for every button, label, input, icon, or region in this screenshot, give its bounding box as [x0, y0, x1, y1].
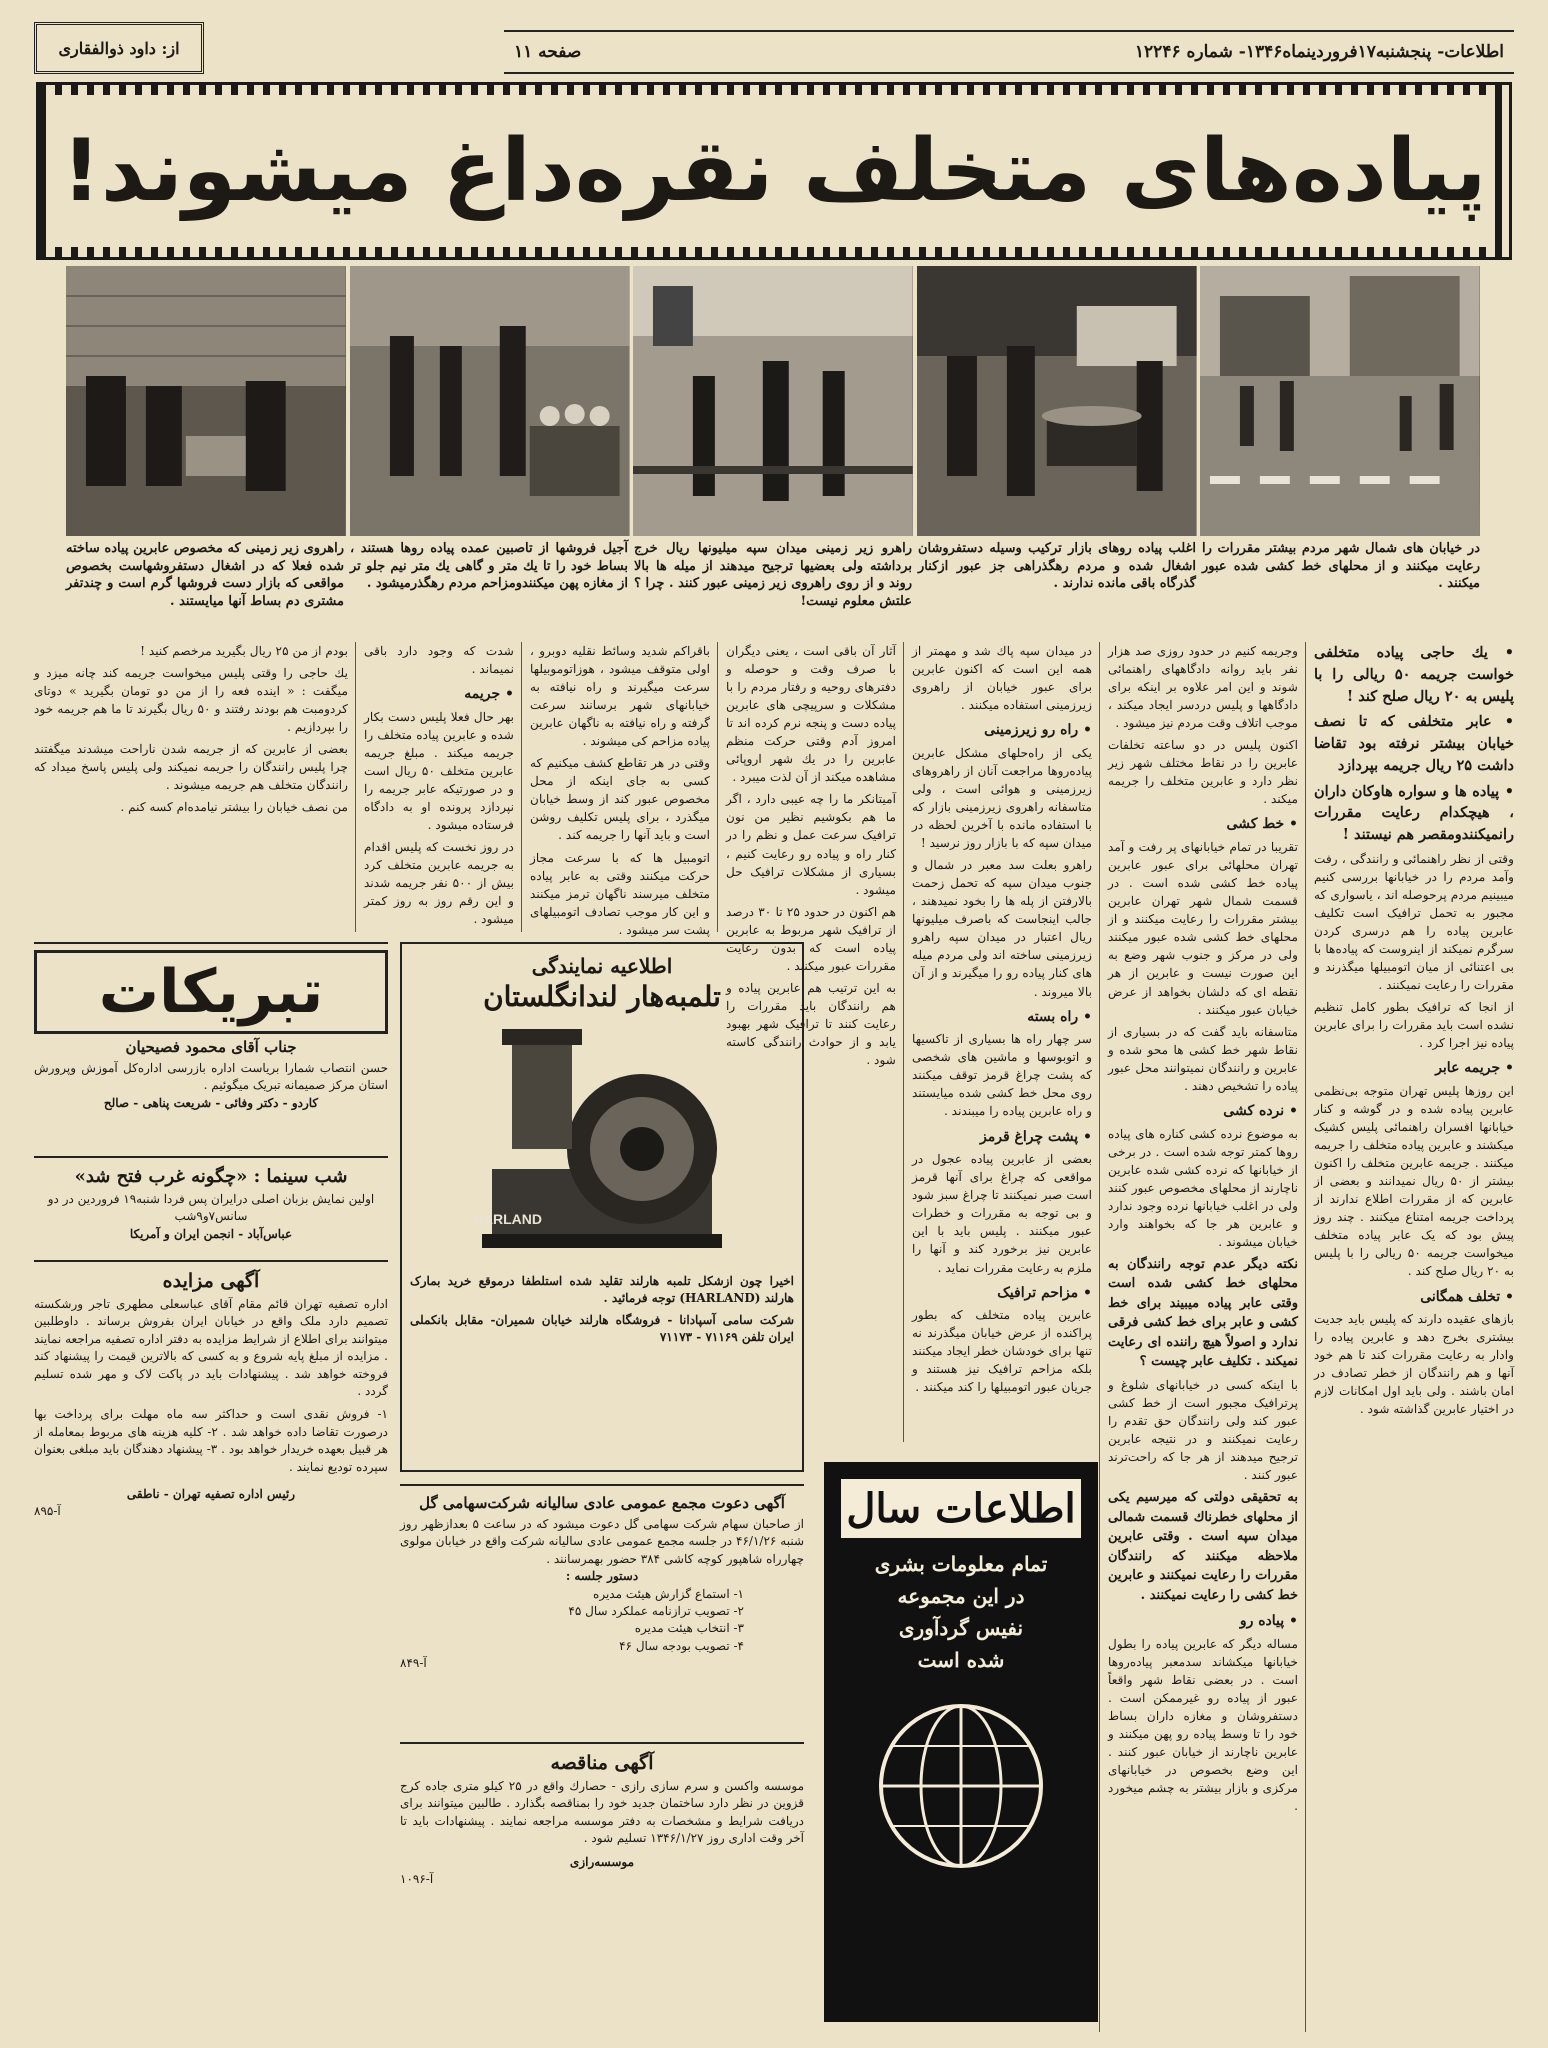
- paragraph: بازهای عقیده دارند که پلیس باید جدیت بیشتری بخرج دهد و عابرین پیاده را وادار به رعایت مقررات کند تا هم خود آنها و هم رانندگان از خطر تصادف در امان باشند . ولی باید اول امکانات لازم در اختیار عابرین گذاشته شود .: [1314, 1312, 1514, 1417]
- etelaat-year-line: در این مجموعه: [897, 1584, 1025, 1608]
- cinema-ad: [34, 1156, 388, 1256]
- etelaat-year-line: نفیس گردآوری: [898, 1616, 1024, 1640]
- paragraph: در میدان سپه پاك شد و مهمتر از همه این است که اکنون عابرین برای عبور خیابان از راهروی زیرزمینی استفاده میکنند .: [912, 644, 1092, 713]
- congratulations-ad: [34, 942, 388, 1152]
- column-rule: [355, 642, 356, 932]
- column-rule: [521, 642, 522, 932]
- photo-captions: [66, 540, 1480, 640]
- column-7: [34, 642, 348, 932]
- page-info-strip: [504, 30, 1514, 74]
- caption-3: راهرو زیر زمینی میدان سپه میلیونها ریال خرج برداشته ولی بعضیها ترجیح میدهند از میله ها بالا روند و از روی راهروی زیر زمینی عبور کنند . چرا ؟ علتش معلوم نیست!: [634, 541, 912, 609]
- page-info: اطلاعات- پنجشنبه۱۷فروردینماه۱۳۴۶- شماره ۱۲۲۴۶: [1134, 42, 1504, 62]
- paragraph: اکنون پلیس در دو ساعته تخلفات عابرین را در نقاط مختلف شهر زیر نظر دارد و عابرین متخلف را جریمه میکند .: [1108, 738, 1298, 807]
- column-rule: [1099, 642, 1100, 2032]
- congratulations-body: حسن انتصاب شمارا بریاست اداره بازرسی اداره‌کل آموزش وپرورش استان مرکز صمیمانه تبریک میگوئیم .: [34, 1061, 388, 1093]
- tender-code: آ-۱۰۹۶: [400, 1871, 434, 1886]
- paragraph: وقتی از نظر راهنمائی و رانندگی ، رفت وآمد مردم را در خیابانها بررسی کنیم میبینیم مردم پرحوصله اند ، یاسواری که مجبور به تحمل ترافیک است تکلیف عابرین پیاده را هم درسری کردن سرگرم نمیکند از اینروست که پیاده‌ها با بی اعتنائی از میان اتومبیلها میگذرند و مقررات را رعایت نمیکنند .: [1314, 851, 1514, 993]
- etelaat-year-title: اطلاعات سال: [841, 1479, 1081, 1538]
- assembly-agenda-item: ۱- استماع گزارش هیئت مدیره: [593, 1586, 744, 1601]
- column-rule: [903, 642, 904, 1442]
- paragraph: راهرو بعلت سد معبر در شمال و جنوب میدان سپه که تحمل زحمت بالارفتن از پله ها را بخود نمیدهند ، جالب اینجاست که باصرف میلیونها ریال اعتبار در میدان سپه راهرو زیرزمینی ساخته اند ولی مردم میله های کنار پیاده رو را میگیرند و از آن بالا میروند .: [912, 858, 1092, 999]
- page-number: صفحه ۱۱: [514, 42, 582, 62]
- paragraph: مساله دیگر که عابرین پیاده را بطول خیابانها میکشاند سدمعبر پیاده‌روها است . در بعضی نقاط شهر واقعاً عبور از پیاده رو غیرممکن است . دستفروشان و مغازه داران بساط خود را تا وسط پیاده رو پهن میکنند و عابرین ناچارند از خیابان عبور کنند . این وضع بخصوص در خیابانهای مرکزی و بازار بیشتر به چشم میخورد .: [1108, 1636, 1298, 1814]
- cinema-body: اولین نمایش بزبان اصلی درایران پس فردا شنبه۱۹ فروردین در دو سانس۷و۹شب: [47, 1192, 375, 1224]
- subheading: • جریمه عابر: [1435, 1060, 1514, 1077]
- paragraph: به این ترتیب هم عابرین پیاده و هم رانندگان باید مقررات را رعایت کنند تا ترافیک شهر بهبود یابد و از حوادث رانندگی کاسته شود .: [726, 980, 896, 1068]
- bold-paragraph: نکته دیگر عدم توجه رانندگان به محلهای خط کشی شده است وقتی عابر پیاده میبیند برای خط کشی و عابر برای خط کشی فرقی ندارد و اصولاً هیچ راننده ای رعایت نمیکند . تکلیف عابر چیست ؟: [1108, 1256, 1298, 1370]
- tender-ad: [400, 1742, 804, 2032]
- author-box: از: داود ذوالفقاری: [34, 22, 204, 74]
- subheading: • راه بسته: [1027, 1008, 1092, 1025]
- column-4: [726, 642, 896, 1068]
- paragraph: این روزها پلیس تهران متوجه بی‌نظمی عابرین پیاده شده و در گوشه و کنار خیابانها افسران راهنمائی پلیس کشیک میکشند و عابرین پیاده متخلف را جریمه میکنند . جریمه عابرین متخلف را اکنون بیشتر از ۵۰ ریال نمیدانند و بعضی از عابرین که از مقررات اطلاع ندارند از پرداخت جریمه امتناع میکنند . چند روز پیش بود که یک عابر پیاده متخلف میخواست جریمه ۵۰ ریالی را با پلیس به ۲۰ ریال صلح کند .: [1314, 1083, 1514, 1279]
- pump-subtitle: اطلاعیه نمایندگی: [531, 954, 673, 978]
- column-2: [1108, 642, 1298, 2032]
- paragraph: از انجا که ترافیک بطور کامل تنظیم نشده است باید مقررات را برای عابرین پیاده نیز اجرا کرد .: [1314, 1000, 1514, 1051]
- column-1: [1314, 642, 1514, 2032]
- bullet: • یك حاجی پیاده متخلفی خواست جریمه ۵۰ ریالی را با پلیس به ۲۰ ریال صلح کند !: [1314, 644, 1514, 705]
- subheading: • خط کشی: [1226, 816, 1298, 833]
- tender-title: آگهی مناقصه: [550, 1752, 654, 1774]
- auction-body: اداره تصفیه تهران قائم مقام آقای عباسعلی مطهری تاجر ورشکسته تصمیم دارد ملک واقع در خیابان ایران بفروش برساند . داوطلبین میتوانند برای اطلاع از شرایط مزایده به دفتر اداره تصفیه مراجعه نمایند . مزایده از مبلغ پایه شروع و به کسی که بالاترین قیمت را پیشنهاد کند فروخته خواهد شد . پیشنهادات باید در پاکت لاک و مهر شده تسلیم گردد .: [34, 1297, 388, 1398]
- pump-company: شرکت سامی آسپادانا - فروشگاه هارلند خیابان شمیران- مقابل بانکملی ایران تلفن ۷۱۱۶۹ - ۷۱۱۷۳: [410, 1312, 794, 1345]
- paragraph: به موضوع نرده کشی کناره های پیاده روها کمتر توجه شده است . در برخی از خیابانها که نرده کشی شده عابرین ناچارند از محلهای مخصوص عبور کنند ولی در اغلب خیابانها نرده وجود ندارد و عابرین هر جا که بخواهند وارد خیابان میشوند .: [1108, 1126, 1298, 1249]
- photo-north-street: [1200, 266, 1480, 536]
- congratulations-title: تبریکات: [34, 950, 388, 1034]
- pump-machine-image: [452, 1019, 752, 1269]
- masthead: [34, 22, 1514, 80]
- pump-ad: [400, 942, 804, 1472]
- subheading: • مزاحم ترافیک: [997, 1284, 1092, 1301]
- photo-bazaar-vendors: [917, 266, 1197, 536]
- auction-code: آ-۸۹۵: [34, 1504, 61, 1519]
- headline: پیاده‌های متخلف نقره‌داغ میشوند!: [61, 121, 1487, 221]
- paragraph: باقراکم شدید وسائط نقلیه دوبرو ، اولی متوقف میشود ، هوزاتوموبیلها سرعت میگیرند و راه نیافته به خیابانهای شهر برسانند سرعت گرفته و راه نیافته به ناگهان عابرین پیاده مزاحم کی میشوند .: [530, 644, 710, 749]
- paragraph: بعضی از عابرین پیاده عجول در مواقعی که چراغ برای آنها قرمز است صبر نمیکنند تا چراغ سبز شود و بی توجه به مقررات و خطرات عبور میکنند . پلیس باید با این عابرین نیز برخورد کند و آنها را ملزم به رعایت مقررات نماید .: [912, 1152, 1092, 1275]
- auction-ad: [34, 1260, 388, 2032]
- paragraph: شدت که وجود دارد باقی نمیماند .: [364, 644, 514, 677]
- caption-2: اغلب پیاده روهای بازار ترکیب وسیله دستفروشان اشغال شده و مردم رهگذراهی جز عبور ازکنار گذرگاه باقی مانده ندارند .: [918, 541, 1196, 592]
- assembly-agenda-title: دستور جلسه :: [565, 1569, 639, 1584]
- congratulations-recipient: جناب آقای محمود فصیحیان: [125, 1038, 297, 1056]
- assembly-ad: [400, 1484, 804, 1734]
- pump-body: اخیرا چون ازشکل تلمبه هارلند تقلید شده استلطفا درموقع خرید بمارک هارلند (HARLAND) توجه فرمائید .: [410, 1274, 794, 1306]
- photo-sepah-square: [633, 266, 913, 536]
- photo-underpass: [66, 266, 346, 536]
- paragraph: بهر حال فعلا پلیس دست بکار شده و عابرین پیاده متخلف را جریمه میکند . مبلغ جریمه عابرین متخلف ۵۰ ریال است و در صورتیکه عابر جریمه را نپردازد پرونده او به دادگاه فرستاده میشود .: [364, 709, 514, 833]
- auction-terms: ۱- فروش نقدی است و حداکثر سه ماه مهلت برای پرداخت بها درصورت تقاضا داده خواهد شد . ۲- کلیه هزینه های مربوط بمعامله از هر قبیل بعهده خریدار خواهد بود . ۳- پیشنهاد دهندگان باید مبلغی بعنوان سپرده تودیع نمایند .: [34, 1407, 388, 1474]
- article-body: [34, 642, 1514, 2032]
- paragraph: یکی از راه‌حلهای مشکل عابرین پیاده‌روها مراجعت آنان از راهروهای زیرزمینی و هوائی است ، ولی متاسفانه راهروی زیرزمینی بازار که با استفاده مانده با آخرین لحظه در میدان سپه که با بازار روز نرسید !: [912, 745, 1092, 851]
- paragraph: تقریبا در تمام خیابانهای پر رفت و آمد تهران محلهائی برای عبور عابرین پیاده خط کشی شده است . در قسمت شمال شهر تهران عابرین بیشتر مقررات را رعایت میکنند و از محلهای خط کشی شده عبور میکنند ولی در مرکز و جنوب شهر وضع به این صورت نیست و عابرین از هر نقطه ای که دلشان بخواهد از عرض خیابان عبور میکنند .: [1108, 840, 1298, 1017]
- paragraph: هم اکنون در حدود ۲۵ تا ۳۰ درصد از ترافیک شهر مربوط به عابرین پیاده است که بدون رعایت مقررات عبور میکنند .: [726, 904, 896, 973]
- congratulations-signers: کاردو - دکتر وفائی - شریعت پناهی - صالح: [103, 1095, 319, 1110]
- assembly-agenda-item: ۲- تصویب ترازنامه عملکرد سال ۴۵: [568, 1603, 744, 1618]
- paragraph: اتومبیل ها که با سرعت مجاز حرکت میکنند وقتی به عابر پیاده متخلف میرسند ناگهان ترمز میکنند و این کار موجب تصادف اتومبیلهای پشت سر میشود .: [530, 850, 710, 937]
- auction-title: آگهی مزایده: [162, 1270, 260, 1292]
- paragraph: من نصف خیابان را بیشتر نیامده‌ام کسه کنم .: [120, 800, 348, 815]
- caption-1: در خیابان های شمال شهر مردم بیشتر مقررات را رعایت میکنند و از محلهای خط کشی شده عبور میکنند .: [1202, 541, 1480, 592]
- pump-title: تلمبه‌هار لندانگلستان: [483, 980, 721, 1013]
- column-5: [530, 642, 710, 937]
- column-3: [912, 642, 1092, 1442]
- photo-strip: [66, 266, 1480, 536]
- cinema-place: عباس‌آباد - انجمن ایران و آمریکا: [129, 1226, 293, 1241]
- tender-body: موسسه واکسن و سرم سازی رازی - حصارك واقع در ۲۵ کیلو متری جاده کرج قزوین در نظر دارد ساختمان جدید خود را بمناقصه بگذارد . طالبین میتوانند برای دریافت شرایط و مشخصات به دفتر موسسه مراجعه نمایند . پیشنهادات باید تا آخر وقت اداری روز ۱۳۴۶/۱/۲۷ تسلیم شود .: [400, 1779, 804, 1846]
- paragraph: آثار آن باقی است ، یعنی دیگران با صرف وقت و حوصله و دفترهای روحیه و رفتار مردم را با مشکلات و سرپیچی های عابرین پیاده دست و پنجه نرم کرده اند تا امروز آدم وقتی حرکت منظم عابرین را در یك شهر اروپائی مشاهده میکند از آن لذت میبرد .: [726, 644, 896, 785]
- etelaat-year-line: شده است: [917, 1648, 1005, 1672]
- caption-4: آجیل فروشها از تاصبین عمده پیاده روها هستند ، بساط خود را تا یك متر و گاهی یك متر نیم جلو تر از مغازه پهن میکنندومزاحم مردم رهگذرمیشود .: [350, 541, 628, 592]
- subheading: • راه رو زیرزمینی: [984, 722, 1092, 739]
- paragraph: بودم از من ۲۵ ریال بگیرید مرخصم کنید !: [140, 644, 348, 658]
- cinema-title: شب سینما : «چگونه غرب فتح شد»: [74, 1166, 348, 1187]
- subheading: • جریمه: [464, 686, 514, 703]
- paragraph: سر چهار راه ها بسیاری از تاکسیها و اتوبوسها و ماشین های شخصی که پشت چراغ قرمز توقف میکنند روی محل خط کشی شده میایستند و راه عابرین پیاده را میبندند .: [912, 1032, 1092, 1119]
- subheading: • تخلف همگانی: [1420, 1288, 1514, 1305]
- headline-frame: [36, 82, 1512, 260]
- column-rule: [1305, 642, 1306, 2032]
- paragraph: در روز نخست که پلیس اقدام به جریمه عابرین متخلف کرد بیش از ۵۰۰ نفر جریمه شدند و این رقم روز به روز کمتر میشود .: [364, 840, 514, 927]
- assembly-body: از صاحبان سهام شرکت سهامی گل دعوت میشود که در ساعت ۵ بعدازظهر روز شنبه ۴۶/۱/۲۶ در جلسه مجمع عمومی عادی سالیانه شرکت واقع در خیابان مولوی چهارراه شاهپور کوچه کاشی ۳۸۴ حضور بهمرسانند .: [400, 1517, 805, 1566]
- photo-nut-sellers: [350, 266, 630, 536]
- paragraph: متاسفانه باید گفت که در بسیاری از نقاط شهر خط کشی ها محو شده و عابرین و رانندگان نمیتوانند محل عبور پیاده را تشخیص دهند .: [1108, 1024, 1298, 1093]
- subheading: • پشت چراغ قرمز: [980, 1128, 1092, 1145]
- assembly-code: آ-۸۴۹: [400, 1656, 427, 1671]
- subheading: • پیاده رو: [1239, 1613, 1298, 1630]
- etelaat-year-ad: [824, 1462, 1098, 2022]
- assembly-title: آگهی دعوت مجمع عمومی عادی سالیانه شرکت‌سهامی گل: [419, 1494, 785, 1512]
- assembly-agenda-item: ۴- تصویب بودجه سال ۴۶: [619, 1638, 744, 1653]
- bullet: • پیاده ها و سواره هاوکان داران ، هیچکدام رعایت مقررات رانمیکنندومقصر هم نیستند !: [1314, 782, 1514, 843]
- paragraph: آمیتانکر ما را چه عیبی دارد ، اگر ما هم بکوشیم نظیر من نون ترافیک سرعت عمل و نظم را در کنار راه و پیاده رو رعایت کنیم ، بسیاری از مشکلات ترافیک حل میشود .: [726, 792, 896, 897]
- paragraph: وقتی در هر تقاطع کشف میکنیم که کسی به جای اینکه از محل مخصوص عبور کند از وسط خیابان میگذرد ، برای پلیس تکلیف روشن است و باید آنها را جریمه کند .: [530, 756, 710, 843]
- tender-signer: موسسه‌رازی: [569, 1854, 635, 1869]
- bullet: • عابر متخلفی که تا نصف خیابان بیشتر نرفته بود تقاضا داشت ۲۵ ریال جریمه بپردازد: [1314, 713, 1514, 774]
- paragraph: وجریمه کنیم در حدود روزی صد هزار نفر باید روانه دادگاههای راهنمائی شوند و این امر علاوه بر اینکه برای دادگاهها و پلیس دردسر ایجاد میکند ، موجب اتلاف وقت مردم نیز میشود .: [1108, 644, 1298, 731]
- caption-5: راهروی زیر زمینی که مخصوص عابرین پیاده ساخته شده فعلا که در اشغال دستفروشهاست بخصوص مواقعی که بازار دست فروشها گرم است و چندتفر مشتری دم بساط آنها میایستند .: [66, 541, 344, 609]
- column-rule: [717, 642, 718, 932]
- paragraph: عابرین پیاده متخلف که بطور پراکنده از عرض خیابان میگذرند نه تنها برای خودشان خطر ایجاد میکنند بلکه مزاحم ترافیک نیز هستند و جریان عبور اتومبیلها را کند میکنند .: [912, 1308, 1092, 1395]
- paragraph: بعضی از عابرین که از جریمه شدن ناراحت میشدند میگفتند چرا پلیس رانندگان را جریمه نمیکند ولی پلیس پاسخ میداد که رانندگان متخلف هم جریمه میشوند .: [34, 742, 348, 793]
- paragraph: یك حاجی را وقتی پلیس میخواست جریمه کند چانه میزد و میگفت : « اینده فعه را از من دو تومان بگیرید » دوتای کردومبت هم بودند رفتند و ۵۰ ریال بگیرند تا ما هم جریمه خود را بپردازیم .: [34, 666, 348, 735]
- subheading: • نرده کشی: [1223, 1102, 1298, 1119]
- globe-icon: [861, 1686, 1061, 1886]
- paragraph: با اینکه کسی در خیابانهای شلوغ و پرترافیک مجبور است از خط کشی عبور کند ولی رانندگان حق تقدم را رعایت نمیکنند و در نتیجه عابرین ترجیح میدهند از هر جا که راحت‌ترند عبور کنند .: [1108, 1377, 1298, 1483]
- column-6: [364, 642, 514, 932]
- assembly-agenda-item: ۳- انتخاب هیئت مدیره: [634, 1621, 744, 1636]
- etelaat-year-line: تمام معلومات بشری: [874, 1552, 1048, 1576]
- bold-paragraph: به تحقیقی دولتی که میرسیم یکی از محلهای خطرناك قسمت شمالی میدان سپه است . وقتی عابرین ملاحظه میکنند که رانندگان مقررات را رعایت نمیکنند و عابرین خط کشی را رعایت نمیکنند .: [1108, 1490, 1298, 1603]
- pump-brand-plate: HARLAND: [472, 1211, 542, 1227]
- auction-signer: رئیس اداره تصفیه تهران - ناطقی: [126, 1486, 296, 1501]
